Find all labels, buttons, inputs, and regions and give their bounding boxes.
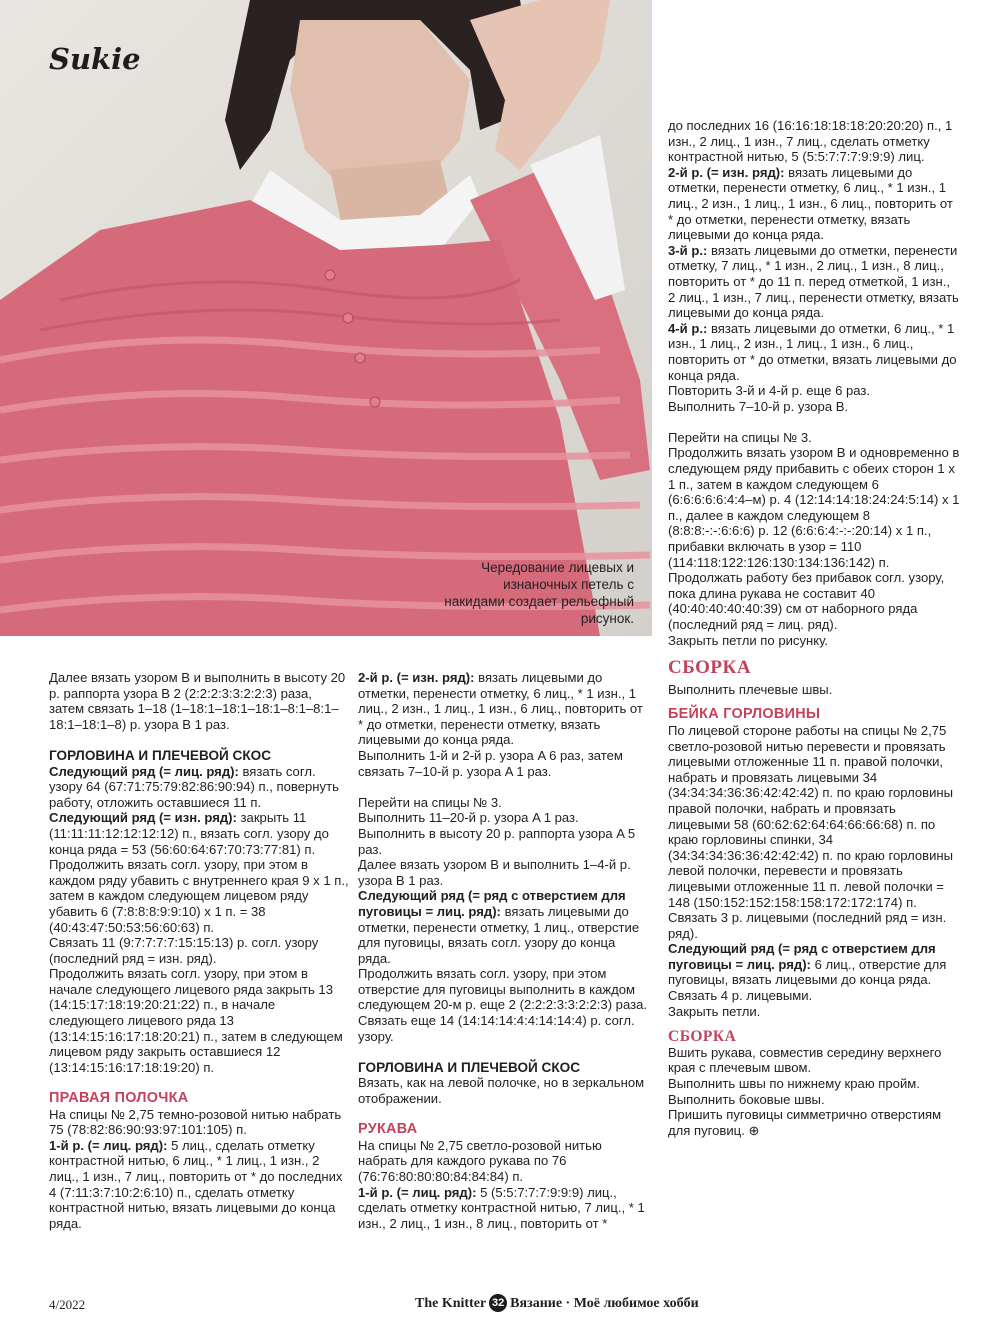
paragraph: Продолжить вязать узором B и одновременно в следующем ряду прибавить с обеих сторон 1 х 1 п., затем в каждом следующем 6 (6:6:6:6:6:4:4–м) р. 4 (12:14:14:18:24:24:5:14) х 1 п., далее в каждом следующем 8 (8:8:8:-:-:6:6:6) р. 12 (6:6:6:4:-:-:20:14) х 1 п., прибавки включать в узор = 110 (114:118:122:126:130:134:136:142) п. (668, 445, 960, 570)
paragraph (668, 941, 960, 988)
text-column-1 (49, 670, 349, 1231)
paragraph: Выполнить 11–20-й р. узора A 1 раз. (358, 810, 579, 826)
paragraph (358, 670, 650, 748)
brand-title: Sukie (49, 42, 141, 76)
row-label: 4-й р.: (668, 320, 708, 336)
paragraph (49, 764, 349, 811)
paragraph: Выполнить плечевые швы. (668, 681, 833, 697)
row-label: Следующий ряд (= ряд с отверстием для пуговицы = лиц. ряд): (668, 941, 936, 972)
paragraph: Вязать, как на левой полочке, но в зеркальном отображении. (358, 1075, 645, 1107)
paragraph: Связать 11 (9:7:7:7:7:15:15:13) р. согл. узору (последний ряд = изн. ряд). (49, 935, 319, 966)
paragraph: Закрыть петли по рисунку. (668, 632, 828, 648)
paragraph: Закрыть петли. (668, 1003, 761, 1019)
row-text: вязать лицевыми до отметки, перенести отметку, 6 лиц., * 1 изн., 1 лиц., 2 изн., 1 лиц., 1 изн., 6 лиц., повторить от * до отметки, перенести отметку, вязать лицевыми до конца ряда. (668, 164, 953, 243)
paragraph: Выполнить швы по нижнему краю пройм. (668, 1076, 920, 1092)
row-text: вязать лицевыми до отметки, 6 лиц., * 1 изн., 1 лиц., 2 изн., 1 лиц., 1 изн., 6 лиц., повторить от * до отметки, вязать лицевыми до конца ряда. (668, 320, 957, 383)
row-text: 6 лиц., отверстие для пуговицы, вязать лицевыми до конца ряда. (668, 956, 947, 988)
section-title: ГОРЛОВИНА И ПЛЕЧЕВОЙ СКОС (49, 747, 272, 763)
paragraph: Выполнить в высоту 20 р. раппорта узора A 5 раз. (358, 825, 636, 857)
paragraph: Связать 3 р. лицевыми (последний ряд = изн. ряд). (668, 910, 947, 941)
paragraph: Продолжить вязать согл. узору, при этом в каждом ряду убавить с внутреннего края 9 х 1 п., затем в каждом следующем лицевом ряду убавить 6 (7:8:8:8:9:9:10) х 1 п. = 38 (40:43:47:50:53:56:60:63) п. (49, 857, 349, 935)
row-text: вязать лицевыми до отметки, перенести отметку, 1 лиц., отверстие для пуговицы, вязать согл. узору до конца ряда. (358, 903, 640, 966)
paragraph: По лицевой стороне работы на спицы № 2,75 светло-розовой нитью перевести и провязать лицевыми отложенные 11 п. правой полочки, набрать и провязать лицевыми 34 (34:34:34:36:36:42:42:42) п. по краю горловины правой полочки, набрать и провязать лицевыми 58 (60:62:62:64:64:66:66:68) п. по краю горловины спинки, 34 (34:34:34:36:36:42:42:42) п. по краю горловины левой полочки, перевести и провязать лицевыми отложенные 11 п. левой полочки = 148 (150:152:152:158:158:172:172:174) п. (668, 722, 954, 910)
section-title: ГОРЛОВИНА И ПЛЕЧЕВОЙ СКОС (358, 1059, 581, 1075)
text-column-3 (668, 118, 960, 1138)
paragraph (358, 1185, 650, 1232)
row-label: Следующий ряд (= лиц. ряд): (49, 763, 239, 779)
sweater-model-illustration (0, 0, 652, 636)
paragraph (358, 888, 650, 966)
paragraph: Продолжать работу без прибавок согл. узору, пока длина рукава не составит 40 (40:40:40:40:40:39) см от наборного ряда (последний ряд = лиц. ряд). (668, 570, 945, 632)
row-text: вязать согл. узору 64 (67:71:75:79:82:86:90:94) п., повернуть работу, отложить оставшиеся 11 п. (49, 763, 339, 810)
row-text: 5 (5:5:7:7:7:9:9:9) лиц., сделать отметку контрастной нитью, 7 лиц., * 1 изн., 2 лиц., 1 изн., 8 лиц., повторить от * (358, 1184, 645, 1231)
row-text: закрыть 11 (11:11:11:12:12:12:12) п., вязать согл. узору до конца ряда = 53 (56:60:64:67:70:73:77:81) п. (49, 810, 329, 857)
paragraph (49, 810, 349, 857)
row-label: 2-й р. (= изн. ряд): (358, 670, 475, 685)
paragraph: Продолжить вязать согл. узору, при этом отверстие для пуговицы выполнить в каждом следующем 20-м р. еще 2 (2:2:2:3:3:2:2:3) раза. (358, 966, 648, 1013)
photo-caption: Чередование лицевых и изнаночных петель с накидами создает рельефный рисунок. (444, 560, 634, 626)
paragraph (668, 243, 960, 321)
paragraph: до последних 16 (16:16:18:18:18:20:20:20) п., 1 изн., 2 лиц., 1 изн., 7 лиц., сделать отметку контрастной нитью, 5 (5:5:7:7:7:9:9:9) лиц. (668, 118, 953, 165)
issue-number: 4/2022 (49, 1297, 86, 1312)
section-title: БЕЙКА ГОРЛОВИНЫ (668, 706, 821, 723)
page-number: 32 (489, 1294, 507, 1312)
paragraph: На спицы № 2,75 светло-розовой нитью набрать для каждого рукава по 76 (76:76:80:80:80:84:84:84) п. (358, 1137, 602, 1184)
paragraph: Вшить рукава, совместив середину верхнего края с плечевым швом. (668, 1044, 942, 1076)
paragraph: Перейти на спицы № 3. (668, 429, 812, 445)
section-title: СБОРКА (668, 657, 752, 679)
paragraph: Выполнить 1-й и 2-й р. узора A 6 раз, затем связать 7–10-й р. узора A 1 раз. (358, 747, 623, 779)
paragraph: Далее вязать узором B и выполнить 1–4-й р. узора B 1 раз. (358, 857, 631, 888)
section-title: СБОРКА (668, 1028, 737, 1046)
paragraph: Выполнить боковые швы. (668, 1091, 825, 1107)
row-label: Следующий ряд (= ряд с отверстием для пуговицы = лиц. ряд): (358, 888, 626, 919)
magazine-subtitle: Вязание · Моё любимое хобби (510, 1296, 699, 1311)
row-text: вязать лицевыми до отметки, перенести отметку, 6 лиц., * 1 изн., 1 лиц., 2 изн., 1 лиц., 1 изн., 6 лиц., повторить от * до отметки, перенести отметку, вязать лицевыми до конца ряда. (358, 670, 643, 748)
row-label: 2-й р. (= изн. ряд): (668, 164, 785, 180)
paragraph: Повторить 3-й и 4-й р. еще 6 раз. (668, 383, 871, 399)
row-label: 1-й р. (= лиц. ряд): (49, 1137, 168, 1153)
row-label: 1-й р. (= лиц. ряд): (358, 1184, 477, 1200)
paragraph (668, 321, 960, 383)
magazine-name: The Knitter (415, 1296, 487, 1311)
section-title: ПРАВАЯ ПОЛОЧКА (49, 1090, 189, 1107)
text-column-2 (358, 670, 650, 1231)
paragraph: Связать еще 14 (14:14:14:4:4:14:14:4) р. согл. узору. (358, 1013, 635, 1044)
row-text: вязать лицевыми до отметки, перенести отметку, 7 лиц., * 1 изн., 2 лиц., 1 изн., 8 лиц., повторить от * до 11 п. перед отметкой, 1 изн., 2 лиц., 1 изн., 7 лиц., перенести отметку, вязать лицевыми до конца ряда. (668, 242, 959, 321)
paragraph: На спицы № 2,75 темно-розовой нитью набрать 75 (78:82:86:90:93:97:101:105) п. (49, 1106, 342, 1138)
paragraph: Пришить пуговицы симметрично отверстиям для пуговиц. ⊕ (668, 1107, 942, 1138)
paragraph: Продолжить вязать согл. узору, при этом в начале следующего лицевого ряда закрыть 13 (14:15:17:18:19:20:21:22) п., в начале следующего лицевого ряда 13 (13:14:15:16:17:18:20:21) п., затем в следующем лицевом ряду закрыть оставшиеся 12 (13:14:15:16:17:18:19:20) п. (49, 966, 343, 1075)
paragraph: Связать 4 р. лицевыми. (668, 988, 813, 1004)
cover-photo (0, 0, 652, 636)
footer-masthead (415, 1294, 699, 1312)
row-label: Следующий ряд (= изн. ряд): (49, 810, 237, 826)
section-title: РУКАВА (358, 1121, 418, 1138)
paragraph: Далее вязать узором B и выполнить в высоту 20 р. раппорта узора B 2 (2:2:2:3:3:2:2:3) раза, затем связать 1–18 (1–18:1–18:1–18:1–8:1–8:1–18:1–18:1–8) р. узора B 1 раз. (49, 670, 346, 732)
paragraph (49, 1138, 349, 1232)
paragraph (668, 165, 960, 243)
row-text: 5 лиц., сделать отметку контрастной нитью, 6 лиц., * 1 лиц., 1 изн., 2 лиц., 1 изн., 7 лиц., повторить от * до последних 4 (7:11:3:7:10:2:6:10) п., сделать отметку контрастной нитью, вязать лицевыми до конца ряда. (49, 1137, 343, 1231)
paragraph: Выполнить 7–10-й р. узора B. (668, 398, 849, 414)
paragraph: Перейти на спицы № 3. (358, 794, 502, 810)
row-label: 3-й р.: (668, 242, 708, 258)
